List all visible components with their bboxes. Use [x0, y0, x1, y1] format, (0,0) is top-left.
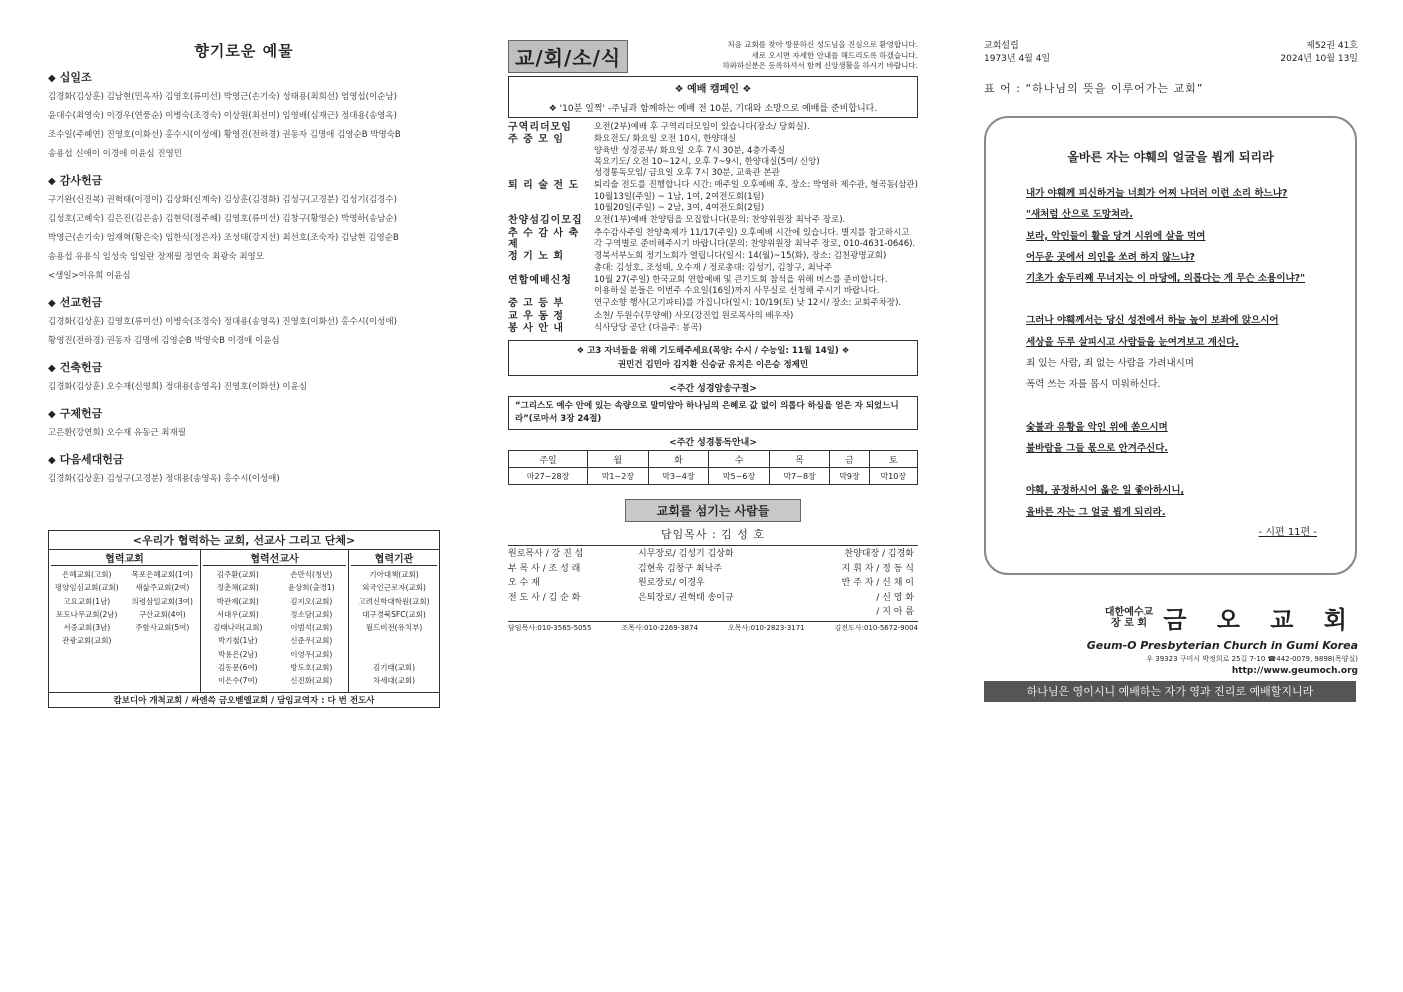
- partner-item: 목포은혜교회(1여): [131, 570, 193, 579]
- offering-list: [48, 69, 440, 489]
- bulletin-cover: [984, 40, 1358, 710]
- offering-names: 김성호(고혜숙) 김은진(김은송) 김현덕(정주혜) 김영호(류미선) 김창구(황영순) 박영하(송남순): [48, 214, 397, 224]
- church-news: [508, 40, 918, 633]
- campaign-text: ❖ '10분 일찍' -주님과 함께하는 예배 전 10분, 기대와 소망으로 예배를 준비합니다.: [548, 104, 878, 114]
- offering-heading: ◆ 구제헌금: [48, 407, 103, 420]
- partner-churches-heading: 협력교회: [51, 550, 198, 566]
- cooperation-table: [48, 530, 440, 708]
- offering-section: [48, 40, 440, 489]
- notice-label: 중 고 등 부: [508, 298, 565, 310]
- staff-row: / 지 아 름: [876, 607, 914, 618]
- offering-title: 향기로운 예물: [194, 42, 294, 60]
- reading-chapter: 막3~4장: [648, 468, 709, 485]
- offering-names: 김경화(김상훈) 김영호(류미선) 이병숙(조경숙) 정대용(송영옥) 진영호(이화선) 홍수시(이성애): [48, 317, 397, 327]
- bulletin-date: 2024년 10월 13일: [1280, 54, 1358, 64]
- partner-missionaries-heading: 협력선교사: [203, 550, 346, 566]
- partner-churches: [49, 550, 201, 692]
- psalm-line: 어두운 곳에서 의인을 쏘려 하지 않느냐?: [1026, 251, 1195, 263]
- church-identity: [1087, 600, 1358, 676]
- partner-item: 김동문(6여): [217, 663, 258, 673]
- psalm-line: 내가 야훼께 피신하거늘 너희가 어찌 나더러 이런 소리 하느냐?: [1026, 188, 1288, 199]
- offering-names: 김경화(김상훈) 김성구(고경분) 정대용(송영옥) 홍수시(이성애): [48, 474, 280, 484]
- partner-item: 박용은(2남): [217, 649, 258, 659]
- founded-label: 교회설립: [984, 41, 1019, 51]
- partner-item: 신진화(교회): [290, 676, 333, 686]
- reading-chapter: 막7~8장: [769, 468, 830, 485]
- notice-label: 봉 사 안 내: [508, 323, 565, 335]
- notice-item: 찬양섬김이모집 오전(1부)예배 찬양팀을 모집합니다(문의: 찬양위원장 최낙주 장로).: [508, 215, 846, 227]
- leaders-title: 교회를 섬기는 사람들: [625, 499, 801, 522]
- psalm-reference: - 시편 11편 -: [1258, 526, 1317, 538]
- offering-names: 송용섭 유용식 임성숙 임일란 장재필 정연숙 최광숙 최영모: [48, 252, 264, 262]
- offering-heading: ◆ 건축헌금: [48, 361, 103, 374]
- partner-item: 포도나무교회(2남): [56, 609, 118, 619]
- welcome-message: 처음 교회를 찾아 방문하신 성도님을 진심으로 환영합니다. 새로 오시면 자세한 안내를 해드리도록 하겠습니다. 하와하신분은 등록하셔서 함께 신앙생활을 하시기 바랍니다.: [722, 40, 918, 70]
- partner-item: 은혜교회(고회): [62, 570, 112, 579]
- psalm-title: 올바른 자는 야훼의 얼굴을 뵙게 되리라: [1067, 150, 1274, 164]
- senior-pastor: 담임목사 : 김 성 호: [660, 528, 766, 542]
- campaign-title: ❖ 예배 캠페인 ❖: [674, 84, 752, 95]
- contact-phone: 조목사:010-2269-3874: [621, 623, 699, 632]
- prayer-request-box: ❖ 고3 자녀들을 위해 기도해주세요(목양: 수시 / 수능일: 11월 14일) ❖ 권민건 김민아 김지환 신승균 유지은 이은승 정제민: [508, 340, 918, 376]
- church-motto: 표 어 : “하나님의 뜻을 이루어가는 교회”: [984, 82, 1204, 95]
- partner-item: 신준우(교회): [290, 636, 333, 646]
- partner-item: 대구경북SFC(교회): [362, 609, 426, 619]
- partner-item: 외국인근로자(교회): [362, 583, 426, 593]
- staff-list: [508, 545, 918, 622]
- notice-label: 교 우 동 정: [508, 310, 565, 322]
- psalm-line: 야훼, 공정하시어 옳은 일 좋아하시니,: [1026, 485, 1185, 497]
- reading-table: [508, 450, 918, 485]
- church-website[interactable]: http://www.geumoch.org: [1231, 666, 1358, 676]
- notice-item: 주 중 모 임 화요전도/ 화요일 오전 10시, 한양대실 양육반 성경공부/ 화요일 오후 7시 30분, 4층가족실 목요기도/ 오전 10~12시, 오후 7~9시, 한양대실(5여/ 신앙) 성경통독모임/ 금요일 오후 7시 30분, 교육관 본관: [508, 134, 820, 179]
- psalm-line: 세상을 두루 살피시고 사람들을 눈여겨보고 계신다.: [1026, 336, 1239, 348]
- contact-phone: 담임목사:010-3565-5055: [508, 623, 592, 632]
- partner-item: 이영우(교회): [290, 649, 333, 659]
- notice-label: 퇴 리 술 전 도: [508, 180, 580, 192]
- offering-names: 박영근(손기숙) 엄재혁(황은숙) 임한식(정은자) 조성태(강지선) 최선호(조숙자) 김남현 김영순B: [48, 233, 399, 243]
- offering-heading: ◆ 십일조: [48, 71, 92, 84]
- reading-chapter: 마27~28장: [509, 468, 588, 485]
- notice-item: 구역리더모임 오전(2부)예배 후 구역리더모임이 있습니다(장소/ 당회실).: [508, 122, 810, 133]
- partner-item: 새삶주교회(2여): [135, 583, 190, 593]
- partner-item: 방도호(교회): [290, 663, 333, 673]
- partner-item: 김지오(교회): [290, 596, 333, 606]
- psalm-line: 그러나 야훼께서는 당신 성전에서 하늘 높이 보좌에 앉으시어: [1026, 315, 1279, 327]
- psalm-line: "새처럼 산으로 도망쳐라.: [1026, 209, 1133, 221]
- partner-item: 이범석(교회): [290, 623, 333, 633]
- partner-item: [351, 634, 437, 647]
- offering-heading: ◆ 감사헌금: [48, 174, 103, 187]
- reading-chapter: 막1~2장: [588, 468, 649, 485]
- cooperation-title: <우리가 협력하는 교회, 선교사 그리고 단체>: [49, 531, 439, 550]
- partner-item: 정춘채(교회): [216, 583, 259, 593]
- notice-item: 퇴 리 술 전 도 퇴리술 전도를 진행합니다 시간: 매주일 오후예배 후, 장소: 박영하 제수관, 형곡동(삼관) 10월13일(주일) ~ 1남, 1여, 2여전도회(1팀) 10월20일(주일) ~ 2남, 3여, 4여전도회(2팀): [508, 180, 918, 214]
- offering-names: 구기완(신진복) 권혁태(이경이) 김상화(신계숙) 김상훈(김경화) 김성구(고경분) 김성기(김경수): [48, 195, 397, 205]
- psalm-box: [984, 116, 1357, 575]
- staff-row: 전 도 사 / 김 순 화 은퇴장로/ 권혁태 송이규 / 신 영 화: [508, 592, 914, 603]
- partner-item: [351, 648, 437, 661]
- psalm-line: 불바람을 그들 몫으로 안겨주신다.: [1026, 442, 1169, 454]
- partner-item: 고요교회(1남): [63, 596, 111, 606]
- partner-item: 윤상희(출경1): [287, 583, 335, 593]
- partner-item: 의령삼일교회(3여): [131, 596, 193, 606]
- offering-heading: ◆ 선교헌금: [48, 296, 103, 309]
- reading-day: 토: [869, 451, 917, 468]
- psalm-line: [1006, 289, 1335, 310]
- church-address: 우 39323 구미시 박정희로 25길 7-10 ☎442-0079, 9898(목양실): [1146, 655, 1358, 663]
- reading-chapter: 막5~6장: [709, 468, 770, 485]
- partner-item: 주함사교회(5여): [135, 623, 190, 633]
- psalm-line: [1006, 396, 1335, 417]
- founded-date: 1973년 4월 4일: [984, 54, 1051, 64]
- news-title: 교/회/소/식: [508, 40, 628, 73]
- partner-item: 이은수(7여): [217, 676, 258, 686]
- notice-item: 교 우 동 정 소천/ 두원수(무양예) 사모(강진업 원로목사의 배우자): [508, 310, 794, 322]
- psalm-line: 기초가 송두리째 무너지는 이 마당에, 의롭다는 게 무슨 소용이냐?": [1026, 273, 1306, 285]
- reading-day: 화: [648, 451, 709, 468]
- notice-label: 주 중 모 임: [508, 134, 565, 146]
- psalm-line: 올바른 자는 그 얼굴 뵙게 되리라.: [1026, 506, 1166, 518]
- partner-item: 김태나라(교회): [213, 623, 263, 633]
- offering-names: 윤대수(최영숙) 이경우(연풍순) 이병숙(조경숙) 이상원(최선미) 임영배(심재근) 정대용(송영옥): [48, 111, 397, 121]
- notice-label: 연합예배신청: [508, 274, 572, 286]
- reading-day: 주일: [509, 451, 588, 468]
- staff-row: 원로목사 / 강 진 섭 시무장로/ 김성기 김상화 찬양대장 / 김경화: [508, 549, 914, 560]
- psalm-line: 죄 있는 사람, 죄 없는 사람을 가려내시며: [1026, 358, 1194, 370]
- reading-day: 금: [830, 451, 869, 468]
- partner-item: 김기태(교회): [372, 663, 416, 673]
- denomination: 대한예수교 장 로 회: [1104, 606, 1154, 629]
- contact-phone: 오목사:010-2823-3171: [727, 623, 805, 632]
- partner-item: 김주환(교회): [216, 570, 259, 579]
- notice-item: 봉 사 안 내 식사당당 공단 (다음주: 봉곡): [508, 323, 702, 335]
- offering-names: 김경화(김상훈) 김남현(민옥자) 김영호(류미선) 박영근(손기숙) 성태용(최희선) 엄영섭(이순남): [48, 92, 397, 102]
- partner-item: 손만식(청년): [290, 570, 333, 579]
- offering-names: 김경화(김상훈) 오수재(신영희) 정대용(송영옥) 진영호(이화선) 이윤심: [48, 382, 308, 392]
- volume-number: 제52권 41호: [1306, 41, 1358, 51]
- reading-chapter: 막9장: [830, 468, 869, 485]
- notice-item: 추 수 감 사 축 제 추수감사주일 찬양축제가 11/17(주일) 오후예배 시간에 있습니다. 별지를 참고하시고 각 구역별로 준비해주시기 바랍니다(문의: 찬양위원장 최낙주 장로, 010-4631-0646).: [508, 227, 916, 250]
- notice-item: 정 기 노 회 경북서부노회 정기노회가 열립니다(일시: 14(월)~15(화), 장소: 김천광명교회) 총대: 김성호, 조성태, 오수재 / 정로총대: 김성기, 김창구, 최낙주: [508, 251, 887, 273]
- verse-title: <주간 성경암송구절>: [669, 384, 757, 395]
- psalm-line: 폭력 쓰는 자를 몹시 미워하신다.: [1026, 379, 1161, 391]
- partner-item: 평양임심교회(교회): [54, 583, 119, 593]
- reading-title: <주간 성경통독안내>: [669, 438, 757, 449]
- partner-item: 서중교회(3남): [63, 623, 111, 633]
- partner-item: 월드비전(유치부): [365, 623, 423, 633]
- offering-heading: ◆ 다음세대헌금: [48, 453, 124, 466]
- memory-verse: “그리스도 예수 안에 있는 속량으로 말미암아 하나님의 은혜로 값 없이 의롭다 하심을 얻은 자 되었느니라”(로마서 3장 24절): [508, 396, 918, 430]
- cambodia-mission-footer: 캄보디아 개척교회 / 싸엔쓱 금오벧엘교회 / 담임교역자 : 다 번 전도사: [113, 696, 375, 706]
- psalm-line: [1006, 459, 1335, 480]
- partner-item: 고려신학대학원(교회): [358, 596, 430, 606]
- partner-item: 박기철(1남): [217, 636, 258, 646]
- partner-missionaries: [201, 550, 349, 692]
- partner-item: 관광교회(교회): [62, 636, 112, 646]
- offering-names: 황영진(전하경) 권동자 김명애 김영순B 박명숙B 이경애 이윤심: [48, 336, 280, 346]
- worship-campaign: [508, 76, 918, 118]
- partner-item: 기아대책(교회): [369, 570, 419, 579]
- reading-day: 월: [588, 451, 649, 468]
- partner-item: 박관제(교회): [216, 596, 259, 606]
- notice-label: 정 기 노 회: [508, 251, 565, 263]
- partner-item: 정소담(교회): [290, 609, 333, 619]
- church-name: 금 오 교 회: [1163, 606, 1358, 634]
- staff-row: 부 목 사 / 조 성 래 김현욱 김창구 최낙주 지 휘 자 / 정 동 식: [508, 563, 914, 574]
- offering-names: <생일>이유희 이윤심: [48, 271, 131, 281]
- notice-label: 구역리더모임: [508, 122, 572, 133]
- partner-orgs: [349, 550, 439, 692]
- notice-list: [508, 122, 918, 334]
- offering-names: 송용섭 신애이 이경애 이윤심 진영민: [48, 149, 182, 159]
- partner-item: 서대우(교회): [216, 609, 259, 619]
- church-english-name: Geum-O Presbyterian Church in Gumi Korea: [1086, 639, 1358, 652]
- staff-row: 오 수 재 원로장로/ 이경우 반 주 자 / 신 채 이: [508, 578, 914, 589]
- partner-item: 차세대(교회): [372, 676, 416, 686]
- staff-contacts: [508, 623, 918, 633]
- partner-item: 구산교회(4여): [138, 609, 186, 619]
- offering-names: 조수일(주혜연) 진영호(이화선) 홍수시(이성애) 황영진(전하경) 권동자 김명애 김영순B 박명숙B: [48, 130, 401, 140]
- notice-label: 추 수 감 사 축 제: [508, 227, 580, 250]
- reading-day: 수: [709, 451, 770, 468]
- reading-day: 목: [769, 451, 830, 468]
- notice-item: 연합예배신청 10월 27(주일) 한국교회 연합예배 및 큰기도회 참석을 위해 버스를 준비합니다. 이용하실 분들은 이번주 수요일(16일)까지 사무실로 신청해 주시기 바랍니다.: [508, 274, 888, 297]
- notice-item: 중 고 등 부 연구소향 행사(고기파티)를 가집니다(일시: 10/19(토) 낮 12시/ 장소: 교회주차장).: [508, 298, 902, 310]
- psalm-line: 보라, 악인들이 활을 당겨 시위에 살을 먹여: [1026, 230, 1206, 242]
- partner-orgs-heading: 협력기관: [351, 550, 437, 566]
- reading-chapter: 막10장: [869, 468, 917, 485]
- psalm-line: 숯불과 유황을 악인 위에 쏟으시며: [1026, 421, 1168, 433]
- offering-names: 고은환(강연희) 오수재 유동근 최재필: [48, 428, 186, 438]
- notice-label: 찬양섬김이모집: [508, 215, 583, 227]
- contact-phone: 김전도사:010-5672-9004: [834, 623, 918, 632]
- scripture-banner: 하나님은 영이시니 예배하는 자가 영과 진리로 예배할지니라: [984, 681, 1356, 702]
